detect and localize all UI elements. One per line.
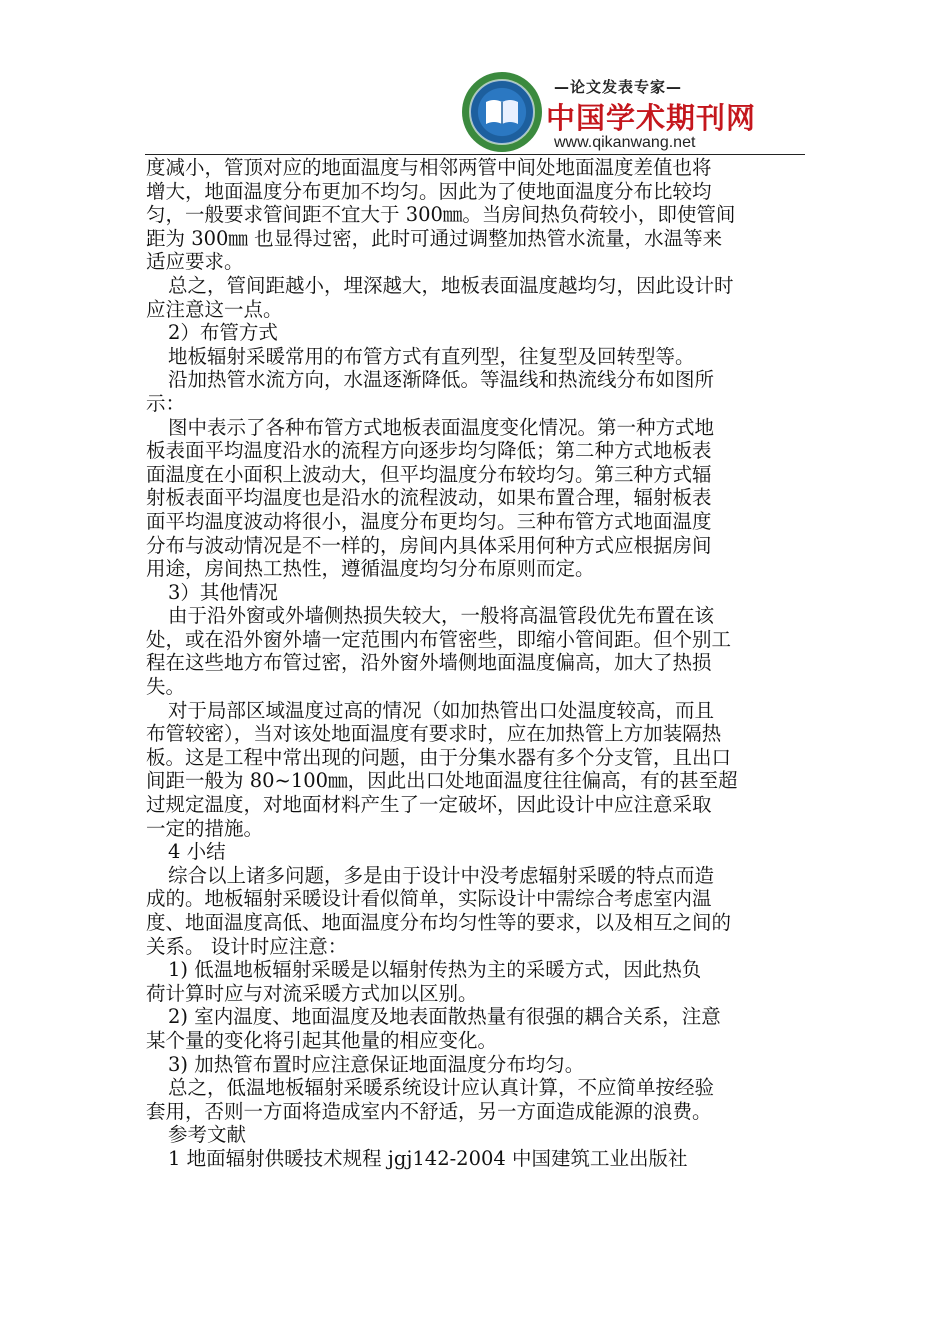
text-line: 对于局部区域温度过高的情况（如加热管出口处温度较高，而且 (168, 698, 715, 722)
text-line: 布管较密），当对该处地面温度有要求时，应在加热管上方加装隔热 (146, 722, 722, 746)
text-line: 距为 300㎜ 也显得过密，此时可通过调整加热管水流量，水温等来 (146, 226, 723, 250)
text-line: 适应要求。 (146, 250, 244, 274)
text-line: 关系。 设计时应注意： (146, 934, 348, 958)
text-line: 面温度在小面积上波动大，但平均温度分布较均匀。第三种方式辐 (146, 462, 712, 486)
list-item: 2) 室内温度、地面温度及地表面散热量有很强的耦合关系，注意 (168, 1005, 721, 1029)
text-line: 用途，房间热工热性，遵循温度均匀分布原则而定。 (146, 557, 595, 581)
document-body (146, 156, 806, 1171)
text-line: 间距一般为 80~100㎜，因此出口处地面温度往往偏高，有的甚至超 (146, 769, 738, 793)
text-line: 板表面平均温度沿水的流程方向逐步均匀降低；第二种方式地板表 (146, 439, 712, 463)
section-heading: 3）其他情况 (168, 580, 278, 604)
text-line: 地板辐射采暖常用的布管方式有直列型，往复型及回转型等。 (168, 344, 695, 368)
text-line: 过规定温度，对地面材料产生了一定破坏，因此设计中应注意采取 (146, 793, 712, 817)
text-line: 总之，管间距越小，埋深越大，地板表面温度越均匀，因此设计时 (168, 273, 734, 297)
text-line: 增大，地面温度分布更加不均匀。因此为了使地面温度分布比较均 (146, 179, 712, 203)
reference-item: 1 地面辐射供暖技术规程 jgj142-2004 中国建筑工业出版社 (168, 1146, 688, 1170)
text-line: 示： (146, 391, 186, 415)
text-line: 图中表示了各种布管方式地板表面温度变化情况。第一种方式地 (168, 415, 715, 439)
text-line: 处，或在沿外窗外墙一定范围内布管密些，即缩小管间距。但个别工 (146, 627, 732, 651)
text-line: 分布与波动情况是不一样的，房间内具体采用何种方式应根据房间 (146, 533, 712, 557)
slogan: —论文发表专家— (554, 78, 683, 96)
section-heading: 2）布管方式 (168, 321, 278, 345)
site-logo (462, 72, 542, 152)
brand-name: 中国学术期刊网 (546, 101, 757, 135)
text-line: 失。 (146, 675, 186, 699)
text-line: 套用，否则一方面将造成室内不舒适，另一方面造成能源的浪费。 (146, 1099, 712, 1123)
text-line: 一定的措施。 (146, 816, 264, 840)
site-url: www.qikanwang.net (554, 134, 696, 151)
header-rule (145, 154, 805, 155)
text-line: 应注意这一点。 (146, 297, 283, 321)
text-line: 由于沿外窗或外墙侧热损失较大，一般将高温管段优先布置在该 (168, 604, 715, 628)
text-line: 程在这些地方布管过密，沿外窗外墙侧地面温度偏高，加大了热损 (146, 651, 712, 675)
text-line: 板。这是工程中常出现的问题，由于分集水器有多个分支管，且出口 (146, 745, 732, 769)
text-line: 面平均温度波动将很小，温度分布更均匀。三种布管方式地面温度 (146, 509, 712, 533)
book-icon (484, 96, 520, 126)
section-heading: 4 小结 (168, 840, 226, 864)
text-line: 成的。地板辐射采暖设计看似简单，实际设计中需综合考虑室内温 (146, 887, 712, 911)
text-line: 射板表面平均温度也是沿水的流程波动，如果布置合理，辐射板表 (146, 486, 712, 510)
text-line: 沿加热管水流方向，水温逐渐降低。等温线和热流线分布如图所 (168, 368, 715, 392)
text-line: 综合以上诸多问题，多是由于设计中没考虑辐射采暖的特点而造 (168, 863, 715, 887)
list-item: 1) 低温地板辐射采暖是以辐射传热为主的采暖方式，因此热负 (168, 958, 702, 982)
text-line: 某个量的变化将引起其他量的相应变化。 (146, 1028, 498, 1052)
text-line: 荷计算时应与对流采暖方式加以区别。 (146, 981, 478, 1005)
text-line: 度减小，管顶对应的地面温度与相邻两管中间处地面温度差值也将 (146, 156, 712, 179)
section-heading: 参考文献 (168, 1123, 247, 1147)
text-line: 度、地面温度高低、地面温度分布均匀性等的要求，以及相互之间的 (146, 911, 732, 934)
text-line: 总之，低温地板辐射采暖系统设计应认真计算，不应简单按经验 (168, 1076, 715, 1100)
text-line: 匀，一般要求管间距不宜大于 300㎜。当房间热负荷较小，即使管间 (146, 203, 736, 227)
list-item: 3) 加热管布置时应注意保证地面温度分布均匀。 (168, 1052, 585, 1076)
site-header (462, 72, 757, 156)
